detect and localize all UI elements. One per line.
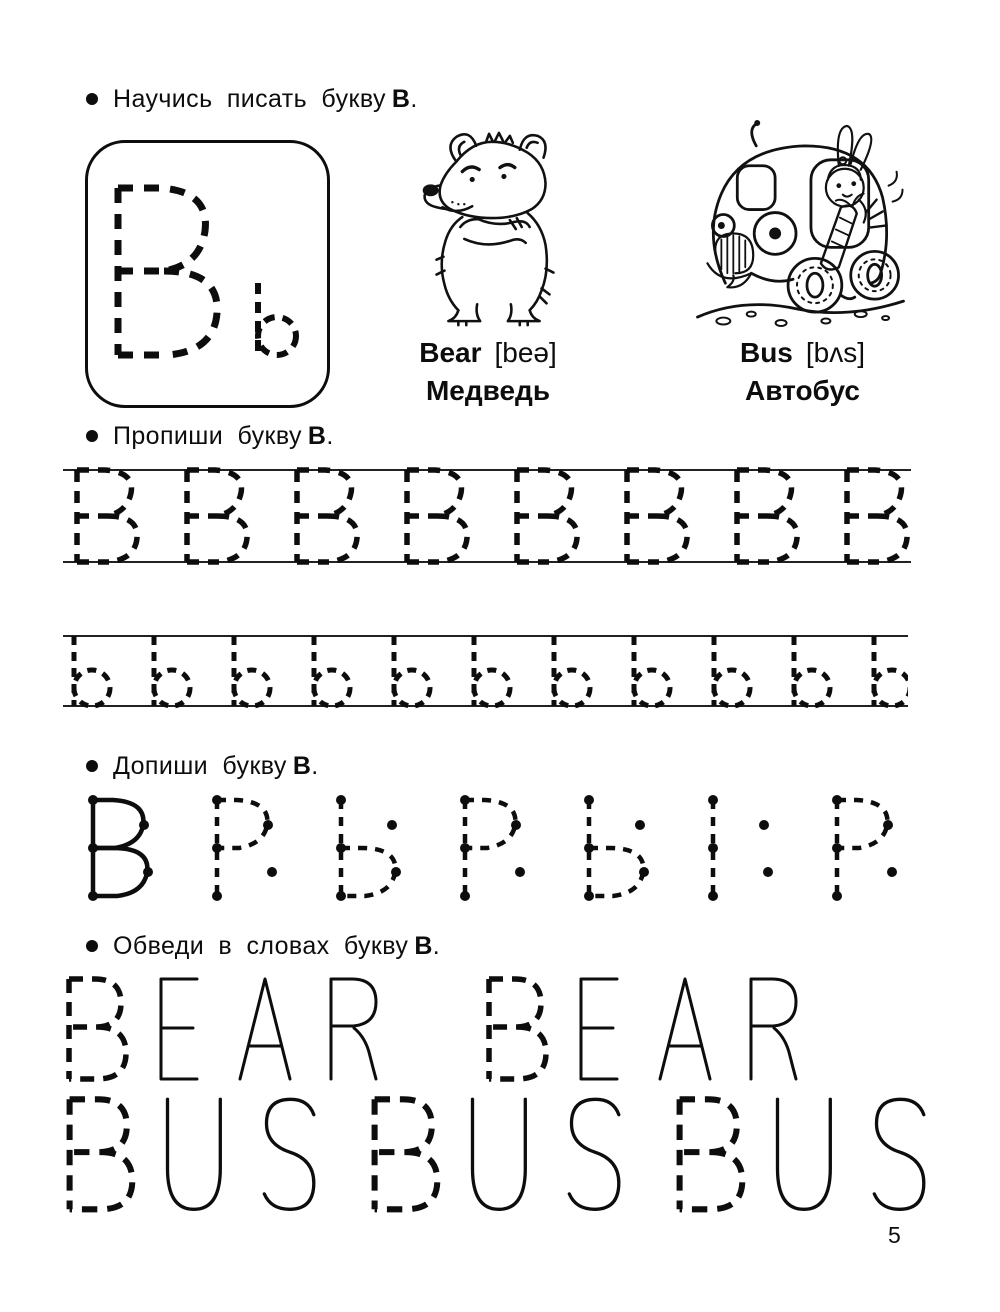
complete-glyph-B-solid	[88, 795, 153, 901]
section-heading-circle: Обведи в словах букву В .	[86, 931, 440, 961]
complete-glyph-top-bowl	[832, 795, 897, 901]
outline-letter-A	[240, 979, 290, 1079]
trace-glyph-B	[847, 470, 907, 562]
vocab-word-en: Bear	[419, 337, 482, 368]
outline-letter-R	[331, 979, 376, 1079]
traced-letter-B	[375, 1099, 438, 1209]
section-heading-complete: Допиши букву В .	[86, 751, 319, 781]
word-row-bus	[63, 1096, 983, 1220]
trace-glyph-B	[407, 470, 467, 562]
letter-tracing-card	[85, 140, 330, 408]
bus-illustration	[693, 116, 908, 330]
trace-glyph-B	[187, 470, 247, 562]
outline-word-BUS	[70, 1099, 314, 1209]
complete-glyph-bottom-bowl	[584, 795, 649, 901]
complete-glyph-top-bowl	[212, 795, 277, 901]
trace-glyph-b	[74, 636, 110, 706]
outline-letter-R	[751, 979, 796, 1079]
trace-glyph-b	[554, 636, 590, 706]
trace-glyph-B	[517, 470, 577, 562]
outline-word-BUS	[680, 1099, 924, 1209]
vocab-word-ru: Медведь	[425, 375, 551, 406]
traced-letter-B	[680, 1099, 743, 1209]
complete-glyph-stem	[708, 795, 773, 901]
outline-letter-U	[473, 1099, 526, 1209]
complete-glyph-top-bowl	[460, 795, 525, 901]
trace-glyph-b	[794, 636, 830, 706]
trace-glyph-b	[154, 636, 190, 706]
heading-letter: В	[391, 85, 411, 113]
uppercase-trace-row	[63, 466, 911, 566]
trace-glyph-b	[234, 636, 270, 706]
outline-letter-U	[168, 1099, 221, 1209]
bullet-icon	[86, 940, 98, 952]
vocab-transcription: [beə]	[494, 337, 557, 368]
trace-glyph-B	[77, 470, 137, 562]
trace-glyph-b	[314, 636, 350, 706]
complete-letter-row	[85, 792, 925, 904]
traced-letter-B	[69, 979, 126, 1079]
trace-glyph-b	[874, 636, 908, 706]
heading-letter: В	[292, 752, 312, 780]
trace-glyph-B	[737, 470, 797, 562]
bullet-icon	[86, 760, 98, 772]
trace-glyph-b	[634, 636, 670, 706]
traced-letter-B	[489, 979, 546, 1079]
word-row-bear	[63, 976, 963, 1082]
outline-letter-S	[874, 1099, 924, 1209]
trace-glyph-b	[474, 636, 510, 706]
trace-glyph-b	[714, 636, 750, 706]
outline-word-BEAR	[69, 979, 376, 1079]
vocab-word-en: Bus	[739, 337, 793, 368]
outline-letter-U	[778, 1099, 831, 1209]
outline-word-BUS	[375, 1099, 619, 1209]
lowercase-trace-row	[63, 632, 908, 710]
heading-text: Допиши букву	[113, 752, 287, 780]
vocab-transcription: [bʌs]	[805, 337, 866, 368]
heading-text: Обведи в словах букву	[113, 932, 409, 960]
outline-letter-E	[161, 979, 197, 1079]
section-heading-trace: Пропиши букву В .	[86, 421, 334, 451]
trace-glyph-B	[297, 470, 357, 562]
vocab-word-ru: Автобус	[745, 375, 860, 406]
vocab-bus	[690, 336, 915, 408]
outline-letter-S	[264, 1099, 314, 1209]
bullet-icon	[86, 93, 98, 105]
heading-text: Пропиши букву	[113, 422, 302, 450]
dashed-letter-Bb	[88, 143, 327, 405]
page-number: 5	[888, 1222, 901, 1248]
outline-letter-S	[569, 1099, 618, 1209]
outline-letter-E	[581, 979, 617, 1079]
outline-word-BEAR	[489, 979, 796, 1079]
heading-text: Научись писать букву	[113, 85, 386, 113]
trace-glyph-B	[627, 470, 687, 562]
outline-letter-A	[660, 979, 710, 1079]
bullet-icon	[86, 430, 98, 442]
trace-glyph-b	[394, 636, 430, 706]
vocab-bear	[368, 336, 608, 408]
traced-letter-B	[70, 1099, 133, 1209]
bear-illustration	[400, 122, 590, 335]
complete-glyph-bottom-bowl	[336, 795, 401, 901]
heading-letter: В	[414, 932, 433, 960]
heading-letter: В	[307, 422, 327, 450]
section-heading-learn: Научись писать букву В .	[86, 84, 418, 114]
